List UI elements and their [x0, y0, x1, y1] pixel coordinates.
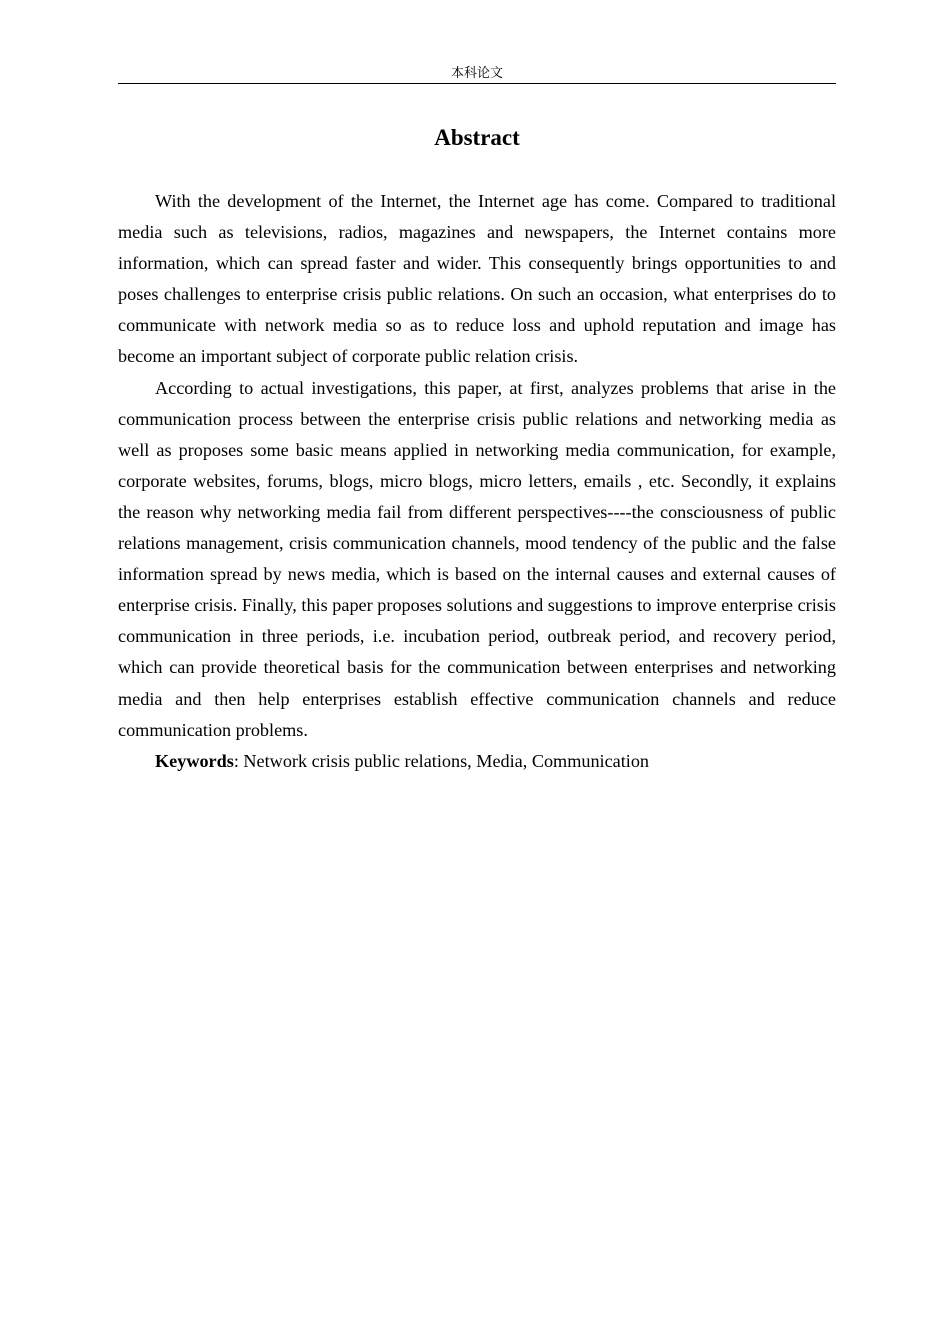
keywords-label: Keywords — [155, 750, 234, 771]
keywords-line — [118, 746, 836, 777]
keywords-separator: : — [233, 750, 244, 771]
header-rule — [118, 83, 836, 84]
abstract-title: Abstract — [434, 125, 520, 150]
abstract-paragraph-1: With the development of the Internet, the Internet age has come. Compared to traditional media such as televisions, radios, magazines and newspapers, the Internet contains more information, which can spread faster and wider. This consequently brings opportunities to and poses challenges to enterprise crisis public relations. On such an occasion, what enterprises do to communicate with network media so as to reduce loss and uphold reputation and image has become an important subject of corporate public relation crisis. — [118, 191, 836, 367]
keywords-value: Network crisis public relations, Media, Communication — [243, 750, 650, 771]
running-header: 本科论文 — [450, 66, 503, 81]
abstract-paragraph-2: According to actual investigations, this paper, at first, analyzes problems that arise in the communication process between the enterprise crisis public relations and networking media as well as proposes some basic means applied in networking media communication, for example, corporate websites, forums, blogs, micro blogs, micro letters, emails , etc. Secondly, it explains the reason why networking media fail from different perspectives----the consciousness of public relations management, crisis communication channels, mood tendency of the public and the false information spread by news media, which is based on the internal causes and external causes of enterprise crisis. Finally, this paper proposes solutions and suggestions to improve enterprise crisis communication in three periods, i.e. incubation period, outbreak period, and recovery period, which can provide theoretical basis for the communication between enterprises and networking media and then help enterprises establish effective communication channels and reduce communication problems. — [118, 377, 836, 740]
abstract-body — [118, 186, 836, 777]
